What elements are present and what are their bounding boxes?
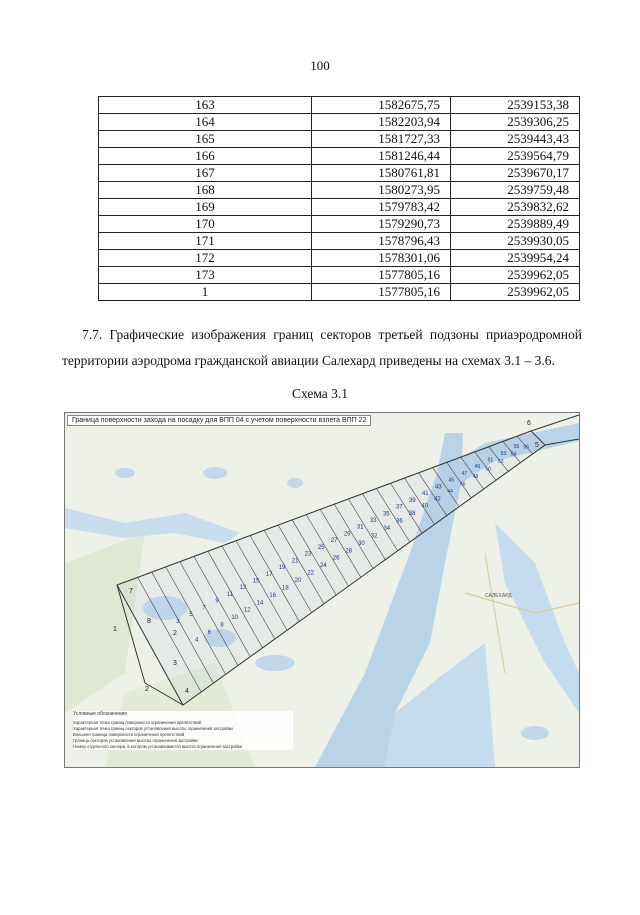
point-number-cell: 163 — [99, 97, 312, 114]
sector-number: 34 — [383, 526, 391, 532]
table-row — [99, 199, 580, 216]
point-number-cell: 173 — [99, 267, 312, 284]
table-row — [99, 267, 580, 284]
legend-item: Граница секторов установления высоты ограничения застройки — [73, 738, 198, 743]
map-legend — [73, 711, 293, 750]
boundary-point-label: 7 — [129, 588, 133, 595]
boundary-point-label: 8 — [147, 618, 151, 625]
y-coordinate-cell: 2539443,43 — [451, 131, 580, 148]
sector-number: 48 — [472, 474, 479, 480]
x-coordinate-cell: 1580761,81 — [312, 165, 451, 182]
sector-number: 7 — [202, 605, 206, 612]
x-coordinate-cell: 1581727,33 — [312, 131, 451, 148]
sector-number: 52 — [498, 459, 504, 466]
sector-number: 42 — [434, 496, 441, 503]
sector-number: 54 — [510, 451, 517, 458]
sector-number: 9 — [215, 598, 219, 605]
boundary-point-label: 1 — [113, 626, 117, 633]
x-coordinate-cell: 1582203,94 — [312, 114, 451, 131]
boundary-point-label: 2 — [173, 630, 177, 637]
sector-number: 29 — [343, 531, 351, 538]
point-number-cell: 165 — [99, 131, 312, 148]
lake — [255, 655, 295, 671]
legend-item: Характерная точка границ секторов установления высоты ограничения застройки — [73, 726, 233, 731]
x-coordinate-cell: 1579783,42 — [312, 199, 451, 216]
sector-number: 55 — [513, 444, 520, 451]
lake — [521, 726, 549, 740]
x-coordinate-cell: 1577805,16 — [312, 267, 451, 284]
x-coordinate-cell: 1580273,95 — [312, 182, 451, 199]
paragraph-line-2: территории аэродрома гражданской авиации Салехард приведены на схемах 3.1 – 3.6. — [62, 353, 555, 368]
sector-number: 26 — [332, 555, 340, 562]
legend-header: Условные обозначения — [73, 711, 128, 717]
sector-number: 20 — [294, 578, 302, 584]
sector-number: 13 — [239, 585, 247, 592]
sector-number: 32 — [370, 533, 378, 540]
sector-number: 38 — [408, 511, 416, 518]
sector-number: 43 — [434, 484, 442, 491]
sector-number: 33 — [369, 518, 377, 524]
sector-number: 28 — [345, 548, 353, 555]
y-coordinate-cell: 2539670,17 — [451, 165, 580, 182]
x-coordinate-cell: 1578301,06 — [312, 250, 451, 267]
section-paragraph — [62, 322, 582, 374]
lake — [287, 478, 303, 488]
point-number-cell: 168 — [99, 182, 312, 199]
sector-number: 22 — [307, 570, 315, 577]
table-row — [99, 233, 580, 250]
boundary-point-label: 2 — [145, 686, 149, 693]
sector-number: 16 — [269, 592, 277, 599]
point-number-cell: 1 — [99, 284, 312, 301]
coordinates-table — [98, 96, 580, 301]
y-coordinate-cell: 2539153,38 — [451, 97, 580, 114]
x-coordinate-cell: 1578796,43 — [312, 233, 451, 250]
sector-number: 31 — [356, 524, 364, 531]
legend-item: Характерная точка границ поверхности ограничения препятствий — [73, 720, 202, 725]
sector-number: 24 — [320, 563, 327, 570]
sector-number: 49 — [474, 464, 481, 471]
sector-number: 36 — [396, 518, 403, 525]
x-coordinate-cell: 1581246,44 — [312, 148, 451, 165]
sector-number: 41 — [421, 491, 429, 498]
legend-item: Внешняя граница поверхности ограничения препятствий — [73, 732, 185, 737]
boundary-point-label: 4 — [185, 688, 189, 695]
sector-number: 56 — [523, 444, 529, 451]
sector-number: 45 — [448, 477, 455, 484]
sector-number: 27 — [330, 538, 338, 545]
boundary-point-label: 6 — [527, 420, 531, 427]
table-row — [99, 165, 580, 182]
map-title: Граница поверхности захода на посадку для ВПП 04 с учетом поверхности взлета ВПП 22 — [67, 415, 371, 426]
y-coordinate-cell: 2539564,79 — [451, 148, 580, 165]
y-coordinate-cell: 2539306,25 — [451, 114, 580, 131]
sector-number: 11 — [226, 592, 234, 598]
table-row — [99, 284, 580, 301]
lake — [203, 467, 227, 479]
x-coordinate-cell: 1582675,75 — [312, 97, 451, 114]
point-number-cell: 171 — [99, 233, 312, 250]
sector-number: 53 — [500, 450, 507, 457]
point-number-cell: 169 — [99, 199, 312, 216]
sector-number: 4 — [195, 637, 199, 644]
sector-number: 39 — [408, 497, 416, 504]
sector-number: 46 — [460, 481, 466, 488]
table-row — [99, 131, 580, 148]
sector-number: 6 — [207, 630, 211, 636]
legend-item: Номер отдельного сектора, в котором устанавливается высота ограничения застройки — [73, 744, 242, 749]
sector-number: 30 — [358, 540, 365, 547]
sector-number: 25 — [317, 544, 325, 551]
point-number-cell: 164 — [99, 114, 312, 131]
sector-number: 12 — [243, 607, 251, 614]
sector-number: 21 — [291, 558, 299, 565]
page-number: 100 — [310, 58, 330, 73]
sector-number: 8 — [220, 622, 224, 629]
y-coordinate-cell: 2539832,62 — [451, 199, 580, 216]
y-coordinate-cell: 2539962,05 — [451, 284, 580, 301]
sector-number: 14 — [256, 600, 264, 607]
y-coordinate-cell: 2539954,24 — [451, 250, 580, 267]
sector-number: 35 — [382, 511, 390, 518]
scheme-map — [64, 412, 580, 768]
scheme-title: Схема 3.1 — [291, 386, 349, 401]
point-number-cell: 167 — [99, 165, 312, 182]
sector-number: 17 — [265, 571, 273, 578]
table-row — [99, 148, 580, 165]
table-row — [99, 216, 580, 233]
sector-number: 18 — [282, 585, 289, 592]
sector-number: 47 — [461, 471, 468, 477]
boundary-point-label: 5 — [535, 442, 539, 449]
point-number-cell: 172 — [99, 250, 312, 267]
point-number-cell: 166 — [99, 148, 312, 165]
x-coordinate-cell: 1579290,73 — [312, 216, 451, 233]
y-coordinate-cell: 2539889,49 — [451, 216, 580, 233]
sector-number: 23 — [304, 551, 312, 558]
city-label: САЛЕХАРД — [485, 593, 512, 599]
sector-number: 50 — [485, 466, 491, 473]
point-number-cell: 170 — [99, 216, 312, 233]
table-row — [99, 250, 580, 267]
y-coordinate-cell: 2539962,05 — [451, 267, 580, 284]
sector-number: 19 — [278, 565, 286, 572]
sector-number: 15 — [252, 578, 260, 585]
y-coordinate-cell: 2539930,05 — [451, 233, 580, 250]
sector-number: 5 — [189, 612, 193, 619]
sector-number: 10 — [231, 615, 239, 622]
sector-number: 3 — [176, 618, 180, 625]
sector-number: 40 — [421, 503, 429, 510]
boundary-point-label: 3 — [173, 660, 177, 667]
paragraph-line-1: 7.7. Графические изображения границ секторов третьей подзоны приаэродромной — [82, 327, 582, 342]
table-row — [99, 114, 580, 131]
x-coordinate-cell: 1577805,16 — [312, 284, 451, 301]
y-coordinate-cell: 2539759,48 — [451, 182, 580, 199]
table-row — [99, 97, 580, 114]
lake — [115, 468, 135, 478]
sector-number: 51 — [487, 457, 494, 464]
sector-number: 44 — [447, 488, 453, 495]
table-row — [99, 182, 580, 199]
sector-number: 37 — [395, 504, 403, 511]
